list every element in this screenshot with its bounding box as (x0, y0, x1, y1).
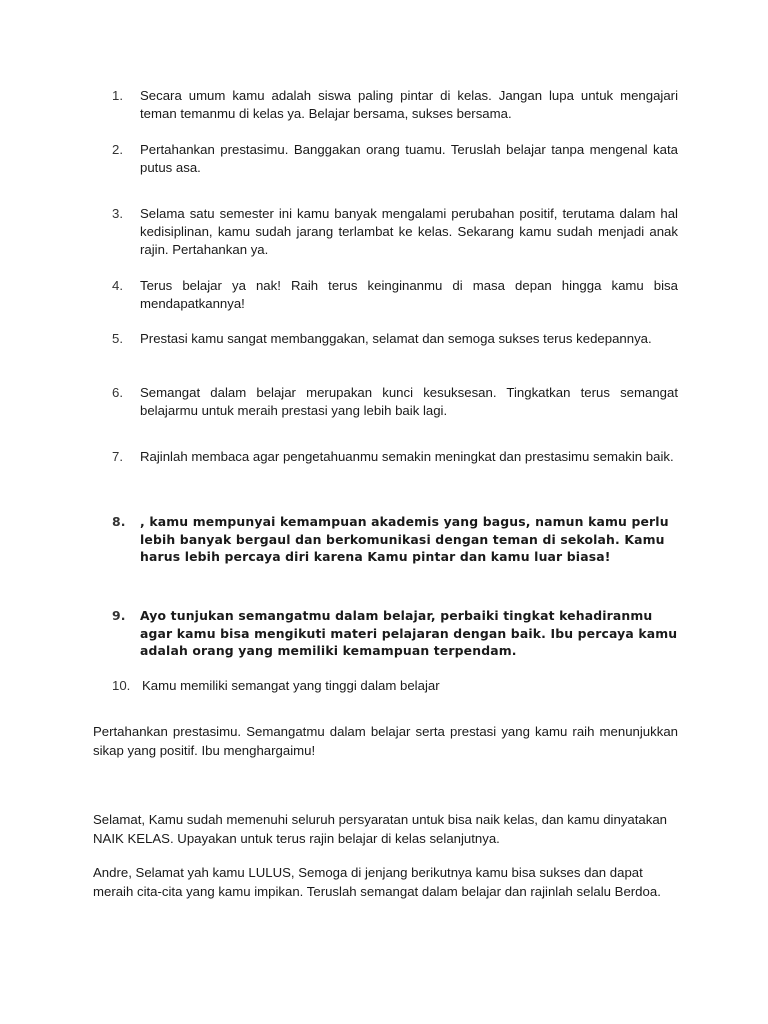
list-item-3 (112, 205, 678, 259)
list-item-7 (112, 448, 678, 466)
list-text: Secara umum kamu adalah siswa paling pintar di kelas. Jangan lupa untuk mengajari teman temanmu di kelas ya. Belajar bersama, sukses bersama. (140, 88, 678, 121)
list-item-4 (112, 277, 678, 313)
list-text: Selama satu semester ini kamu banyak mengalami perubahan positif, terutama dalam hal kedisiplinan, kamu sudah jarang terlambat ke kelas. Sekarang kamu sudah menjadi anak rajin. Pertahankan ya. (140, 206, 678, 257)
list-number: 1. (112, 88, 123, 103)
list-item-6 (112, 384, 678, 420)
list-number: 2. (112, 142, 123, 157)
list-number: 3. (112, 206, 123, 221)
list-text: Pertahankan prestasimu. Banggakan orang tuamu. Teruslah belajar tanpa mengenal kata putus asa. (140, 142, 678, 175)
list-number: 5. (112, 331, 123, 346)
list-item-1 (112, 87, 678, 123)
paragraph-promotion: Selamat, Kamu sudah memenuhi seluruh persyaratan untuk bisa naik kelas, dan kamu dinyatakan NAIK KELAS. Upayakan untuk terus rajin belajar di kelas selanjutnya. (93, 812, 667, 846)
list-number: 10. (112, 678, 131, 693)
list-item-10 (112, 677, 678, 695)
paragraph-graduation: Andre, Selamat yah kamu LULUS, Semoga di jenjang berikutnya kamu bisa sukses dan dapat meraih cita-cita yang kamu impikan. Teruslah semangat dalam belajar dan rajinlah selalu Berdoa. (93, 865, 661, 899)
list-text: Rajinlah membaca agar pengetahuanmu semakin meningkat dan prestasimu semakin baik. (140, 449, 674, 464)
list-text: Semangat dalam belajar merupakan kunci kesuksesan. Tingkatkan terus semangat belajarmu untuk meraih prestasi yang lebih baik lagi. (140, 385, 678, 418)
list-item-5 (112, 330, 678, 348)
list-number: 6. (112, 385, 123, 400)
list-item-9 (112, 607, 678, 660)
list-text: Kamu memiliki semangat yang tinggi dalam belajar (142, 678, 440, 693)
list-number: 7. (112, 449, 123, 464)
list-number: 8. (112, 514, 126, 529)
list-number: 9. (112, 608, 126, 623)
paragraph-praise: Pertahankan prestasimu. Semangatmu dalam belajar serta prestasi yang kamu raih menunjukkan sikap yang positif. Ibu menghargaimu! (93, 724, 678, 758)
list-text: Ayo tunjukan semangatmu dalam belajar, perbaiki tingkat kehadiranmu agar kamu bisa mengikuti materi pelajaran dengan baik. Ibu percaya kamu adalah orang yang memiliki kemampuan terpendam. (140, 608, 678, 658)
list-text: Terus belajar ya nak! Raih terus keinginanmu di masa depan hingga kamu bisa mendapatkannya! (140, 278, 678, 311)
list-text: Prestasi kamu sangat membanggakan, selamat dan semoga sukses terus kedepannya. (140, 331, 652, 346)
list-item-8 (112, 513, 678, 566)
list-number: 4. (112, 278, 123, 293)
list-text: , kamu mempunyai kemampuan akademis yang bagus, namun kamu perlu lebih banyak bergaul dan berkomunikasi dengan teman di sekolah. Kamu harus lebih percaya diri karena Kamu pintar dan kamu luar biasa! (140, 514, 669, 564)
list-item-2 (112, 141, 678, 177)
